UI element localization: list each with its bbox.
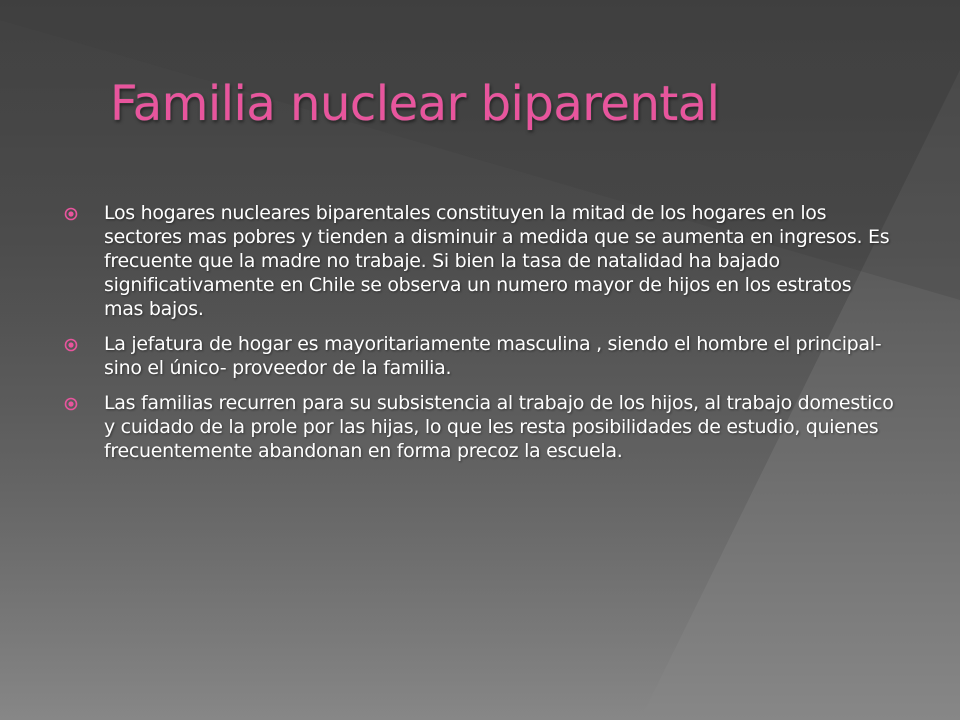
target-bullet-icon <box>64 397 78 411</box>
bullet-list <box>64 201 896 474</box>
target-bullet-icon <box>64 207 78 221</box>
bullet-text: Los hogares nucleares biparentales constituyen la mitad de los hogares en los sectores mas pobres y tienden a disminuir a medida que se aumenta en ingresos. Es frecuente que la madre no trabaje. Si bien la tasa de natalidad ha bajado significativamente en Chile se observa un numero mayor de hijos en los estratos mas bajos. <box>104 202 890 320</box>
slide-title: Familia nuclear biparental <box>110 76 720 132</box>
bullet-item <box>64 332 896 380</box>
bullet-text: Las familias recurren para su subsistencia al trabajo de los hijos, al trabajo domestico y cuidado de la prole por las hijas, lo que les resta posibilidades de estudio, quienes frecuentemente abandonan en forma precoz la escuela. <box>104 392 894 462</box>
bullet-text: La jefatura de hogar es mayoritariamente masculina , siendo el hombre el principal- sino el único- proveedor de la familia. <box>104 333 882 379</box>
bullet-item <box>64 391 896 463</box>
target-bullet-icon <box>64 338 78 352</box>
bullet-item <box>64 201 896 321</box>
